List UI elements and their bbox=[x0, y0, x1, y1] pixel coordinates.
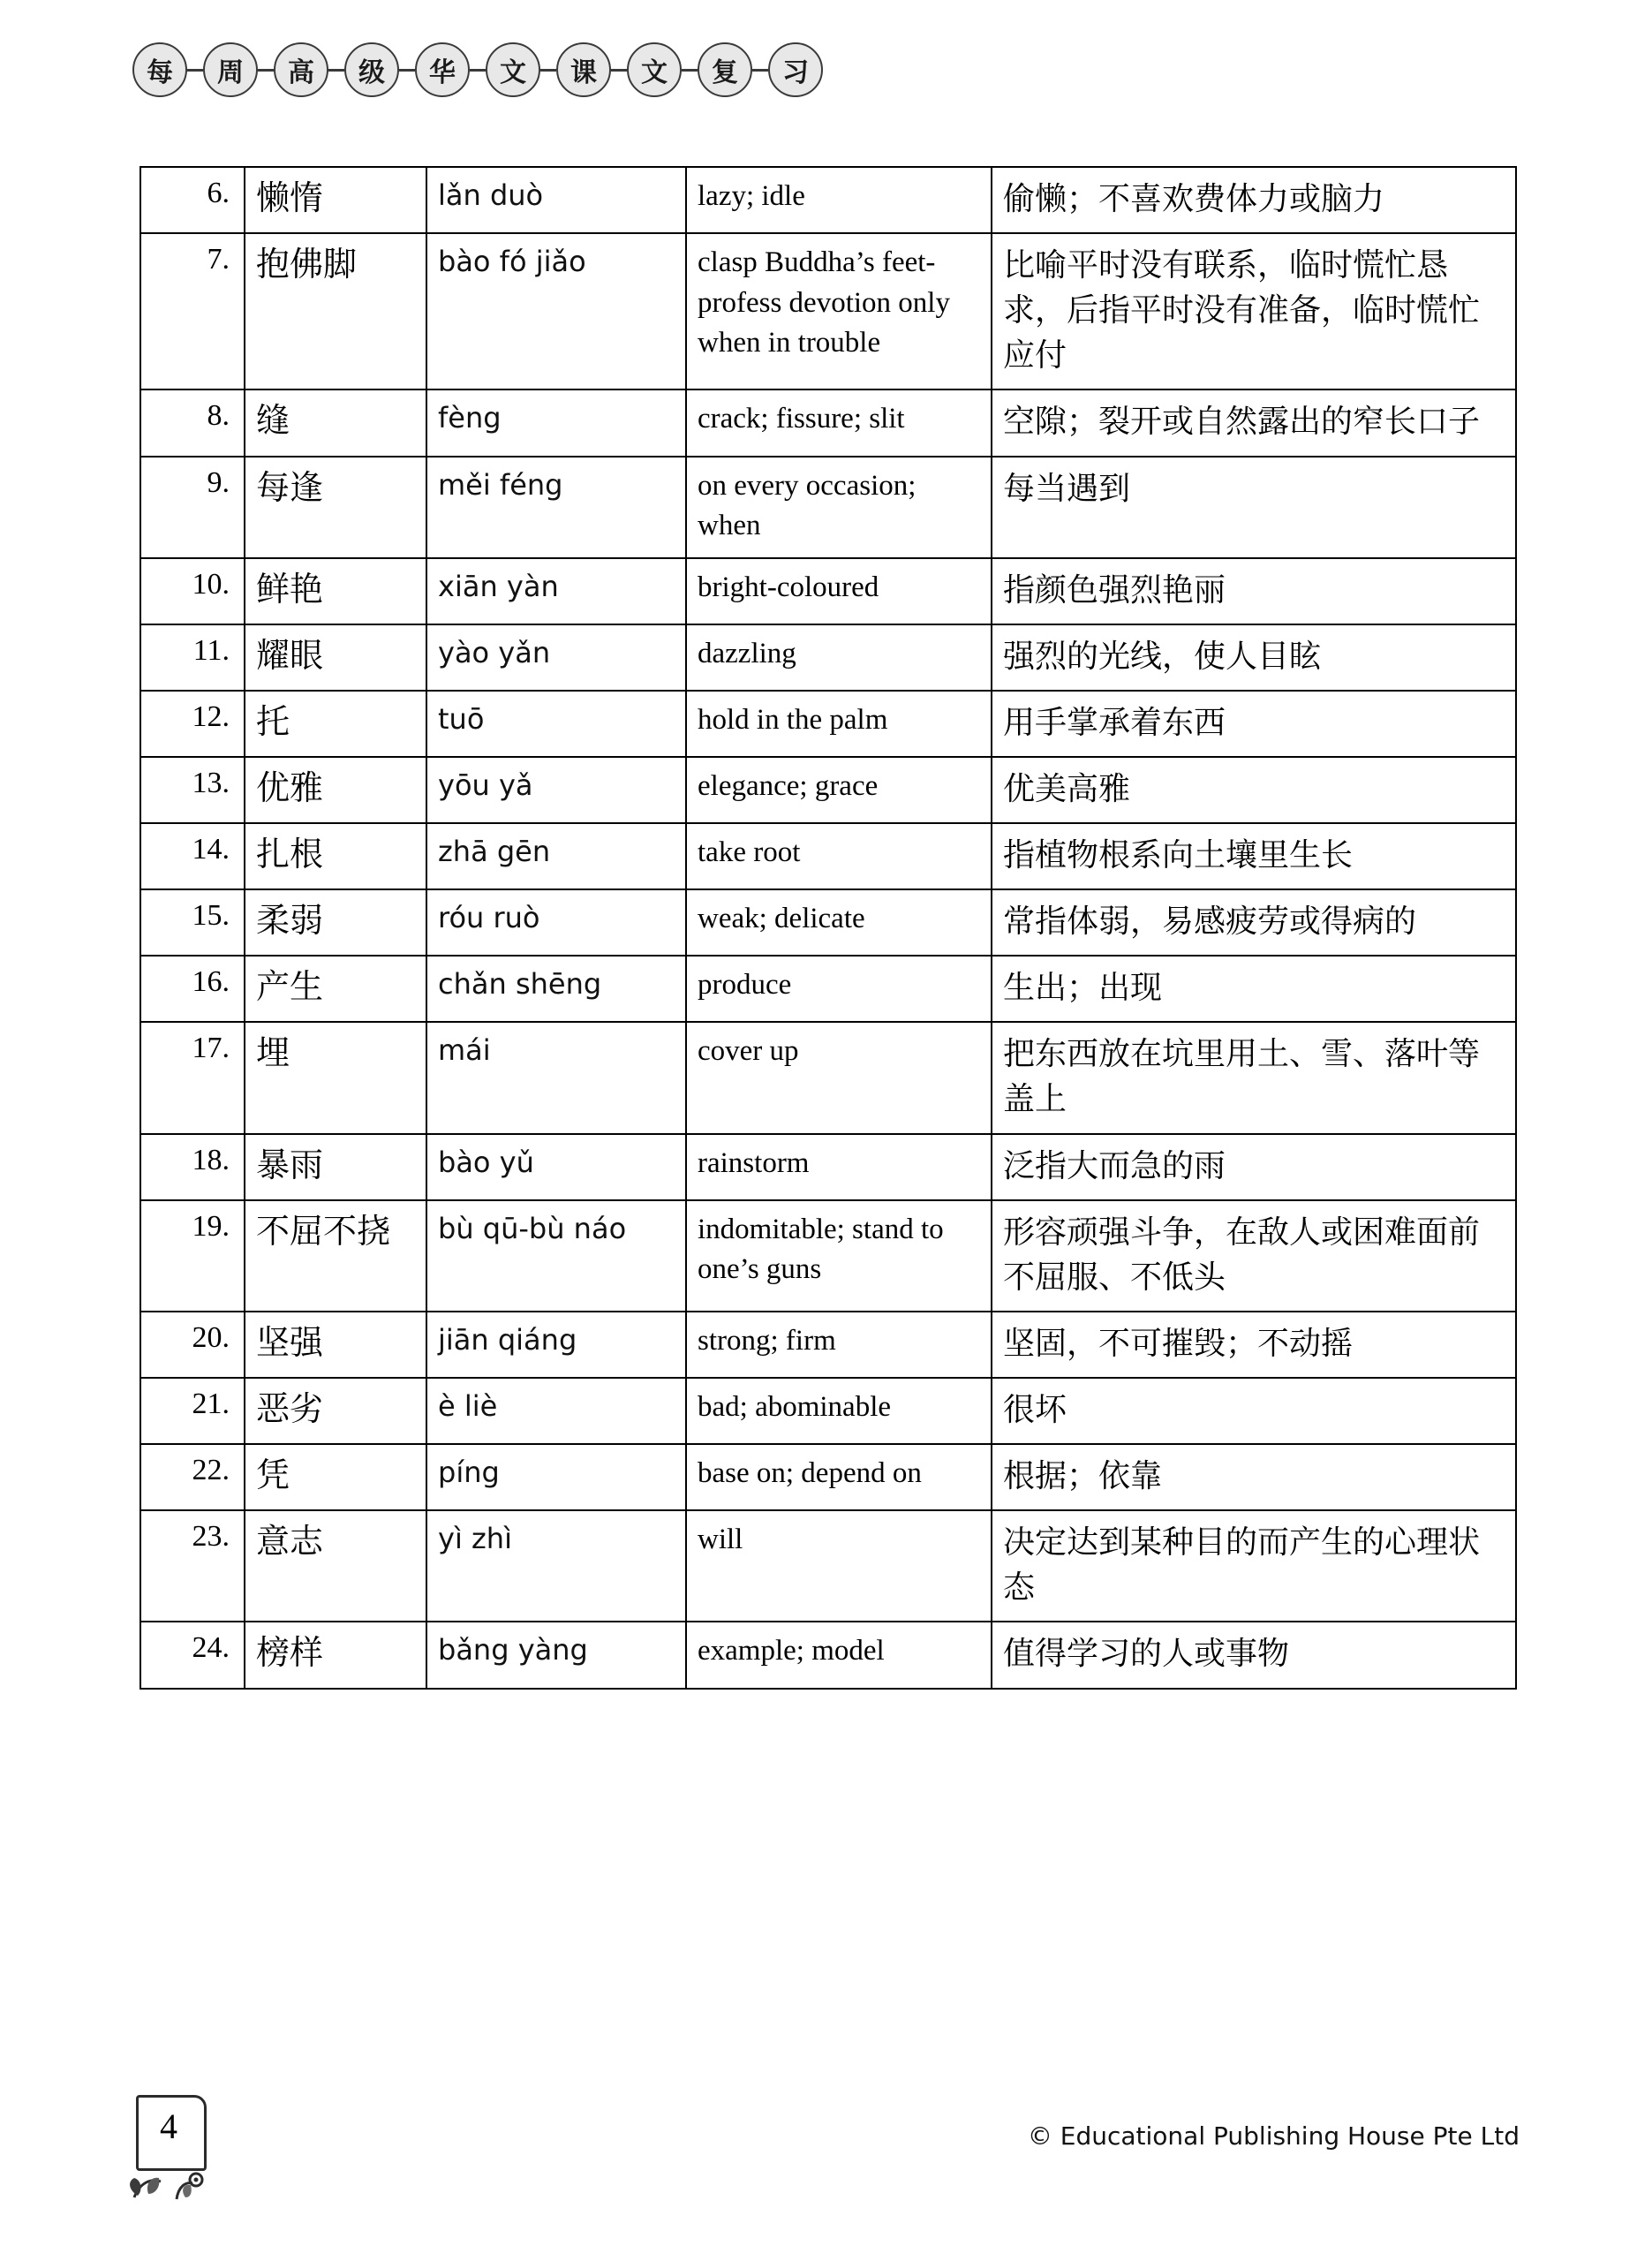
header-link bbox=[611, 69, 627, 72]
row-number: 10. bbox=[140, 558, 245, 624]
row-pinyin: lǎn duò bbox=[426, 167, 686, 233]
row-pinyin: bù qū-bù náo bbox=[426, 1200, 686, 1312]
row-definition: 偷懒；不喜欢费体力或脑力 bbox=[992, 167, 1516, 233]
row-word: 柔弱 bbox=[245, 889, 426, 956]
header-char-1: 每 bbox=[132, 42, 187, 97]
table-row bbox=[140, 1022, 1516, 1133]
row-definition: 每当遇到 bbox=[992, 457, 1516, 558]
header-link bbox=[399, 69, 415, 72]
row-pinyin: yào yǎn bbox=[426, 624, 686, 691]
row-definition: 指颜色强烈艳丽 bbox=[992, 558, 1516, 624]
row-definition: 生出；出现 bbox=[992, 956, 1516, 1022]
row-pinyin: měi féng bbox=[426, 457, 686, 558]
row-english: take root bbox=[686, 823, 992, 889]
row-number: 23. bbox=[140, 1510, 245, 1622]
row-word: 鲜艳 bbox=[245, 558, 426, 624]
row-pinyin: bào fó jiǎo bbox=[426, 233, 686, 389]
vocabulary-table-body bbox=[140, 167, 1516, 1689]
row-word: 暴雨 bbox=[245, 1134, 426, 1200]
sprout-decoration-icon bbox=[124, 2151, 221, 2204]
table-row bbox=[140, 167, 1516, 233]
row-english: produce bbox=[686, 956, 992, 1022]
row-definition: 把东西放在坑里用土、雪、落叶等盖上 bbox=[992, 1022, 1516, 1133]
row-number: 7. bbox=[140, 233, 245, 389]
row-definition: 很坏 bbox=[992, 1378, 1516, 1444]
page-header bbox=[132, 42, 823, 97]
row-pinyin: píng bbox=[426, 1444, 686, 1510]
table-row bbox=[140, 1510, 1516, 1622]
header-link bbox=[187, 69, 203, 72]
row-number: 14. bbox=[140, 823, 245, 889]
header-char-6: 文 bbox=[486, 42, 540, 97]
row-number: 19. bbox=[140, 1200, 245, 1312]
row-word: 每逢 bbox=[245, 457, 426, 558]
row-number: 12. bbox=[140, 691, 245, 757]
header-link bbox=[328, 69, 344, 72]
row-english: rainstorm bbox=[686, 1134, 992, 1200]
row-word: 耀眼 bbox=[245, 624, 426, 691]
row-number: 9. bbox=[140, 457, 245, 558]
row-definition: 比喻平时没有联系，临时慌忙恳求，后指平时没有准备，临时慌忙应付 bbox=[992, 233, 1516, 389]
row-word: 坚强 bbox=[245, 1312, 426, 1378]
row-definition: 形容顽强斗争，在敌人或困难面前不屈服、不低头 bbox=[992, 1200, 1516, 1312]
table-row bbox=[140, 233, 1516, 389]
row-english: strong; firm bbox=[686, 1312, 992, 1378]
row-english: hold in the palm bbox=[686, 691, 992, 757]
table-row bbox=[140, 956, 1516, 1022]
header-char-7: 课 bbox=[556, 42, 611, 97]
row-english: example; model bbox=[686, 1622, 992, 1688]
row-definition: 根据；依靠 bbox=[992, 1444, 1516, 1510]
row-number: 22. bbox=[140, 1444, 245, 1510]
row-word: 产生 bbox=[245, 956, 426, 1022]
row-number: 17. bbox=[140, 1022, 245, 1133]
table-row bbox=[140, 757, 1516, 823]
table-row bbox=[140, 558, 1516, 624]
row-number: 20. bbox=[140, 1312, 245, 1378]
row-word: 优雅 bbox=[245, 757, 426, 823]
header-link bbox=[470, 69, 486, 72]
row-definition: 决定达到某种目的而产生的心理状态 bbox=[992, 1510, 1516, 1622]
row-definition: 值得学习的人或事物 bbox=[992, 1622, 1516, 1688]
row-pinyin: yōu yǎ bbox=[426, 757, 686, 823]
row-english: lazy; idle bbox=[686, 167, 992, 233]
row-english: will bbox=[686, 1510, 992, 1622]
row-definition: 空隙；裂开或自然露出的窄长口子 bbox=[992, 389, 1516, 456]
row-word: 恶劣 bbox=[245, 1378, 426, 1444]
header-link bbox=[682, 69, 698, 72]
row-english: weak; delicate bbox=[686, 889, 992, 956]
row-definition: 泛指大而急的雨 bbox=[992, 1134, 1516, 1200]
table-row bbox=[140, 457, 1516, 558]
row-word: 缝 bbox=[245, 389, 426, 456]
row-definition: 坚固，不可摧毁；不动摇 bbox=[992, 1312, 1516, 1378]
row-english: elegance; grace bbox=[686, 757, 992, 823]
table-row bbox=[140, 1444, 1516, 1510]
row-number: 24. bbox=[140, 1622, 245, 1688]
table-row bbox=[140, 389, 1516, 456]
header-char-4: 级 bbox=[344, 42, 399, 97]
row-word: 意志 bbox=[245, 1510, 426, 1622]
row-number: 18. bbox=[140, 1134, 245, 1200]
row-english: on every occasion; when bbox=[686, 457, 992, 558]
row-pinyin: róu ruò bbox=[426, 889, 686, 956]
row-word: 抱佛脚 bbox=[245, 233, 426, 389]
page-footer bbox=[0, 2086, 1652, 2219]
table-row bbox=[140, 823, 1516, 889]
row-number: 21. bbox=[140, 1378, 245, 1444]
row-word: 不屈不挠 bbox=[245, 1200, 426, 1312]
table-row bbox=[140, 1200, 1516, 1312]
row-definition: 用手掌承着东西 bbox=[992, 691, 1516, 757]
row-pinyin: bǎng yàng bbox=[426, 1622, 686, 1688]
header-char-8: 文 bbox=[627, 42, 682, 97]
row-number: 15. bbox=[140, 889, 245, 956]
row-number: 8. bbox=[140, 389, 245, 456]
row-word: 埋 bbox=[245, 1022, 426, 1133]
header-char-5: 华 bbox=[415, 42, 470, 97]
row-english: crack; fissure; slit bbox=[686, 389, 992, 456]
row-word: 托 bbox=[245, 691, 426, 757]
table-row bbox=[140, 1378, 1516, 1444]
row-pinyin: bào yǔ bbox=[426, 1134, 686, 1200]
row-word: 扎根 bbox=[245, 823, 426, 889]
table-row bbox=[140, 1134, 1516, 1200]
row-definition: 常指体弱，易感疲劳或得病的 bbox=[992, 889, 1516, 956]
copyright-text: © Educational Publishing House Pte Ltd bbox=[1027, 2121, 1520, 2151]
row-english: dazzling bbox=[686, 624, 992, 691]
row-word: 凭 bbox=[245, 1444, 426, 1510]
header-char-3: 高 bbox=[274, 42, 328, 97]
row-number: 13. bbox=[140, 757, 245, 823]
table-row bbox=[140, 889, 1516, 956]
row-number: 11. bbox=[140, 624, 245, 691]
header-link bbox=[540, 69, 556, 72]
row-english: bad; abominable bbox=[686, 1378, 992, 1444]
row-english: clasp Buddha’s feet-profess devotion only when in trouble bbox=[686, 233, 992, 389]
row-pinyin: xiān yàn bbox=[426, 558, 686, 624]
row-english: indomitable; stand to one’s guns bbox=[686, 1200, 992, 1312]
row-pinyin: jiān qiáng bbox=[426, 1312, 686, 1378]
table-row bbox=[140, 1622, 1516, 1688]
row-pinyin: chǎn shēng bbox=[426, 956, 686, 1022]
row-english: bright-coloured bbox=[686, 558, 992, 624]
row-pinyin: è liè bbox=[426, 1378, 686, 1444]
row-word: 懒惰 bbox=[245, 167, 426, 233]
vocabulary-table bbox=[140, 166, 1517, 1690]
header-link bbox=[258, 69, 274, 72]
row-pinyin: tuō bbox=[426, 691, 686, 757]
table-row bbox=[140, 1312, 1516, 1378]
table-row bbox=[140, 624, 1516, 691]
row-pinyin: zhā gēn bbox=[426, 823, 686, 889]
row-pinyin: yì zhì bbox=[426, 1510, 686, 1622]
page-number: 4 bbox=[160, 2106, 177, 2146]
header-char-2: 周 bbox=[203, 42, 258, 97]
row-pinyin: fèng bbox=[426, 389, 686, 456]
row-definition: 强烈的光线，使人目眩 bbox=[992, 624, 1516, 691]
row-english: cover up bbox=[686, 1022, 992, 1133]
row-definition: 优美高雅 bbox=[992, 757, 1516, 823]
row-number: 16. bbox=[140, 956, 245, 1022]
header-link bbox=[752, 69, 768, 72]
row-pinyin: mái bbox=[426, 1022, 686, 1133]
row-english: base on; depend on bbox=[686, 1444, 992, 1510]
header-char-10: 习 bbox=[768, 42, 823, 97]
row-definition: 指植物根系向土壤里生长 bbox=[992, 823, 1516, 889]
table-row bbox=[140, 691, 1516, 757]
row-word: 榜样 bbox=[245, 1622, 426, 1688]
header-char-9: 复 bbox=[698, 42, 752, 97]
row-number: 6. bbox=[140, 167, 245, 233]
